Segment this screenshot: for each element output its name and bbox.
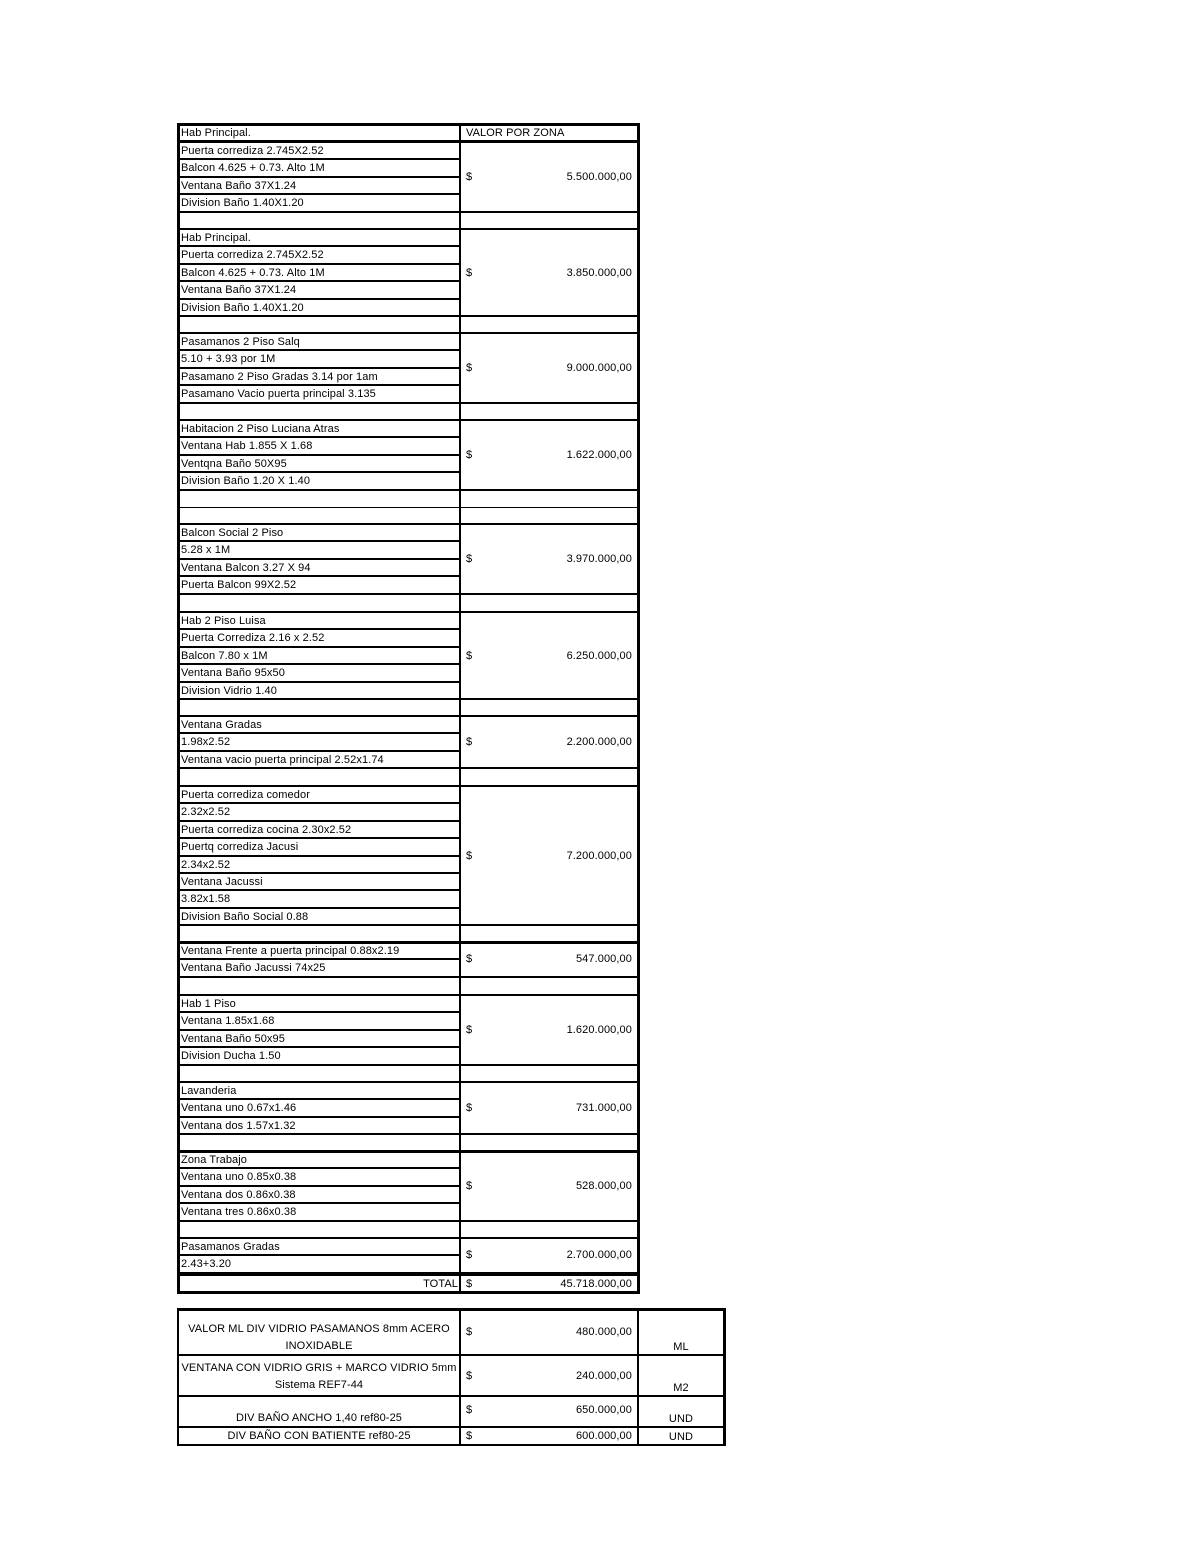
zone-value: 731.000,00 bbox=[575, 1102, 632, 1114]
table-right-border bbox=[637, 123, 640, 1294]
item-row-line bbox=[178, 872, 460, 874]
item-row-line bbox=[178, 1202, 460, 1204]
zone-item-text: Ventana uno 0.67x1.46 bbox=[181, 1102, 297, 1114]
item-row-line bbox=[178, 193, 460, 195]
zone-bottom-line bbox=[178, 1220, 638, 1222]
zone-top-line bbox=[178, 715, 638, 717]
item-row-line bbox=[178, 681, 460, 683]
zone-top-line bbox=[178, 785, 638, 787]
zone-item-text: Ventana uno 0.85x0.38 bbox=[181, 1171, 297, 1183]
item-row-line bbox=[178, 263, 460, 265]
zone-top-line bbox=[178, 419, 638, 421]
blank-row-line bbox=[178, 507, 638, 508]
zone-top-line bbox=[178, 228, 638, 230]
zone-item-text: Puerta corrediza 2.745X2.52 bbox=[181, 249, 324, 261]
price-desc-line1: VENTANA CON VIDRIO GRIS + MARCO VIDRIO 5mm bbox=[181, 1362, 457, 1374]
zone-top-line bbox=[178, 332, 638, 334]
price-unit: ML bbox=[673, 1341, 689, 1353]
zone-item-text: Division Vidrio 1.40 bbox=[181, 685, 277, 697]
price-row-line bbox=[178, 1395, 724, 1397]
price-desc-line1: VALOR ML DIV VIDRIO PASAMANOS 8mm ACERO bbox=[188, 1323, 450, 1335]
item-row-line bbox=[178, 1167, 460, 1169]
zone-item-text: Division Ducha 1.50 bbox=[181, 1050, 281, 1062]
zone-item-text: Ventana Frente a puerta principal 0.88x2.19 bbox=[181, 945, 400, 957]
currency-symbol: $ bbox=[466, 1180, 473, 1192]
item-row-line bbox=[178, 1046, 460, 1048]
price-table-right-border bbox=[723, 1308, 726, 1446]
price-desc: DIV BAÑO CON BATIENTE ref80-25 bbox=[227, 1430, 411, 1442]
price-currency: $ bbox=[466, 1326, 473, 1338]
zone-item-text: Puerta corrediza comedor bbox=[181, 789, 310, 801]
zone-item-text: Division Baño 1.20 X 1.40 bbox=[181, 475, 311, 487]
zone-item-text: 2.32x2.52 bbox=[181, 806, 231, 818]
zone-top-line bbox=[178, 994, 638, 996]
zone-item-text: Division Baño 1.40X1.20 bbox=[181, 197, 304, 209]
zone-item-text: Balcon Social 2 Piso bbox=[181, 527, 284, 539]
price-unit: UND bbox=[668, 1431, 694, 1443]
zone-item-text: Division Baño Social 0.88 bbox=[181, 911, 309, 923]
price-desc-line2: INOXIDABLE bbox=[285, 1340, 353, 1352]
zone-bottom-line bbox=[178, 1064, 638, 1066]
price-desc: DIV BAÑO ANCHO 1,40 ref80-25 bbox=[235, 1412, 403, 1424]
item-row-line bbox=[178, 750, 460, 752]
zone-item-text: Ventana Balcon 3.27 X 94 bbox=[181, 562, 311, 574]
column-divider bbox=[459, 124, 461, 1293]
price-value: 600.000,00 bbox=[575, 1430, 632, 1442]
zone-item-text: Ventana Baño 95x50 bbox=[181, 667, 285, 679]
currency-symbol: $ bbox=[466, 1102, 473, 1114]
zone-item-text: Ventana Baño 50x95 bbox=[181, 1033, 285, 1045]
zone-item-text: Ventana Jacussi bbox=[181, 876, 263, 888]
item-row-line bbox=[178, 1029, 460, 1031]
item-row-line bbox=[178, 855, 460, 857]
zone-item-text: Zona Trabajo bbox=[181, 1154, 248, 1166]
zone-bottom-line bbox=[178, 402, 638, 404]
zone-item-text: 5.10 + 3.93 por 1M bbox=[181, 353, 276, 365]
zone-top-line bbox=[178, 1081, 638, 1083]
zone-item-text: Ventana dos 0.86x0.38 bbox=[181, 1189, 296, 1201]
price-table-top-border bbox=[177, 1308, 725, 1311]
item-row-line bbox=[178, 384, 460, 386]
zone-item-text: Ventana Baño 37X1.24 bbox=[181, 180, 297, 192]
zone-item-text: 2.43+3.20 bbox=[181, 1258, 232, 1270]
item-row-line bbox=[178, 558, 460, 560]
zone-bottom-line bbox=[178, 976, 638, 978]
item-row-line bbox=[178, 907, 460, 909]
price-desc-line2: Sistema REF7-44 bbox=[274, 1379, 364, 1391]
price-table-left-border bbox=[177, 1308, 179, 1446]
currency-symbol: $ bbox=[466, 449, 473, 461]
zone-item-text: Lavanderia bbox=[181, 1085, 237, 1097]
col-header-zone: Hab Principal. bbox=[181, 127, 251, 139]
item-row-line bbox=[178, 1254, 460, 1256]
zone-value: 6.250.000,00 bbox=[566, 650, 632, 662]
zone-value: 9.000.000,00 bbox=[566, 362, 632, 374]
item-row-line bbox=[178, 280, 460, 282]
currency-symbol: $ bbox=[466, 171, 473, 183]
zone-item-text: Pasamanos 2 Piso Salq bbox=[181, 336, 300, 348]
total-top-line bbox=[178, 1274, 638, 1276]
item-row-line bbox=[178, 540, 460, 542]
zone-item-text: 3.82x1.58 bbox=[181, 893, 231, 905]
zone-item-text: Ventana dos 1.57x1.32 bbox=[181, 1120, 296, 1132]
zone-item-text: Ventana Gradas bbox=[181, 719, 262, 731]
item-row-line bbox=[178, 454, 460, 456]
item-row-line bbox=[178, 298, 460, 300]
zone-item-text: Ventana Baño Jacussi 74x25 bbox=[181, 962, 326, 974]
zone-item-text: Pasamano Vacio puerta principal 3.135 bbox=[181, 388, 376, 400]
price-value: 240.000,00 bbox=[575, 1370, 632, 1382]
item-row-line bbox=[178, 663, 460, 665]
zone-item-text: Ventana Hab 1.855 X 1.68 bbox=[181, 440, 313, 452]
item-row-line bbox=[178, 471, 460, 473]
zone-top-line bbox=[178, 523, 638, 525]
item-row-line bbox=[178, 1185, 460, 1187]
zone-bottom-line bbox=[178, 698, 638, 700]
zone-item-text: Ventqna Baño 50X95 bbox=[181, 458, 287, 470]
currency-symbol: $ bbox=[466, 650, 473, 662]
zone-item-text: Balcon 7.80 x 1M bbox=[181, 650, 268, 662]
price-currency: $ bbox=[466, 1370, 473, 1382]
zone-item-text: Balcon 4.625 + 0.73. Alto 1M bbox=[181, 267, 325, 279]
currency-symbol: $ bbox=[466, 850, 473, 862]
zone-item-text: Ventana vacio puerta principal 2.52x1.74 bbox=[181, 754, 384, 766]
item-row-line bbox=[178, 349, 460, 351]
zone-item-text: Pasamano 2 Piso Gradas 3.14 por 1am bbox=[181, 371, 378, 383]
item-row-line bbox=[178, 436, 460, 438]
zone-bottom-line bbox=[178, 211, 638, 213]
item-row-line bbox=[178, 646, 460, 648]
currency-symbol: $ bbox=[466, 362, 473, 374]
zone-top-line bbox=[178, 1150, 638, 1152]
currency-symbol: $ bbox=[466, 1024, 473, 1036]
zone-item-text: Ventana 1.85x1.68 bbox=[181, 1015, 275, 1027]
zone-value: 3.970.000,00 bbox=[566, 553, 632, 565]
zone-item-text: Ventana Baño 37X1.24 bbox=[181, 284, 297, 296]
currency-symbol: $ bbox=[466, 267, 473, 279]
price-row-line bbox=[178, 1426, 724, 1428]
price-row-line bbox=[178, 1354, 724, 1356]
zone-value: 1.622.000,00 bbox=[566, 449, 632, 461]
price-column-divider bbox=[459, 1309, 461, 1446]
zone-item-text: 2.34x2.52 bbox=[181, 859, 231, 871]
zone-value: 3.850.000,00 bbox=[566, 267, 632, 279]
table-bottom-border bbox=[177, 1291, 639, 1294]
price-value: 480.000,00 bbox=[575, 1326, 632, 1338]
item-row-line bbox=[178, 889, 460, 891]
item-row-line bbox=[178, 820, 460, 822]
item-row-line bbox=[178, 958, 460, 960]
zone-item-text: 5.28 x 1M bbox=[181, 544, 231, 556]
zone-bottom-line bbox=[178, 1133, 638, 1135]
zone-bottom-line bbox=[178, 489, 638, 491]
zone-top-line bbox=[178, 941, 638, 943]
col-header-value: VALOR POR ZONA bbox=[466, 127, 565, 139]
price-currency: $ bbox=[466, 1430, 473, 1442]
currency-symbol: $ bbox=[466, 736, 473, 748]
zone-bottom-line bbox=[178, 593, 638, 595]
price-table-bottom-border bbox=[177, 1444, 725, 1446]
item-row-line bbox=[178, 575, 460, 577]
zone-item-text: Puertq corrediza Jacusi bbox=[181, 841, 299, 853]
item-row-line bbox=[178, 1098, 460, 1100]
zone-item-text: Ventana tres 0.86x0.38 bbox=[181, 1206, 297, 1218]
item-row-line bbox=[178, 732, 460, 734]
price-unit: UND bbox=[668, 1413, 694, 1425]
zone-bottom-line bbox=[178, 924, 638, 926]
item-row-line bbox=[178, 158, 460, 160]
zone-bottom-line bbox=[178, 767, 638, 769]
total-value: 45.718.000,00 bbox=[560, 1278, 632, 1290]
zone-item-text: Puerta corrediza 2.745X2.52 bbox=[181, 145, 324, 157]
zone-value: 5.500.000,00 bbox=[566, 171, 632, 183]
zone-value: 2.700.000,00 bbox=[566, 1249, 632, 1261]
item-row-line bbox=[178, 245, 460, 247]
item-row-line bbox=[178, 802, 460, 804]
item-row-line bbox=[178, 367, 460, 369]
currency-symbol: $ bbox=[466, 553, 473, 565]
zone-item-text: Puerta corrediza cocina 2.30x2.52 bbox=[181, 824, 352, 836]
item-row-line bbox=[178, 176, 460, 178]
zone-value: 2.200.000,00 bbox=[566, 736, 632, 748]
zone-top-line bbox=[178, 141, 638, 143]
zone-top-line bbox=[178, 611, 638, 613]
currency-symbol: $ bbox=[466, 1249, 473, 1261]
item-row-line bbox=[178, 1116, 460, 1118]
item-row-line bbox=[178, 837, 460, 839]
zone-bottom-line bbox=[178, 315, 638, 317]
total-label: TOTAL bbox=[423, 1278, 458, 1290]
price-unit: M2 bbox=[673, 1382, 689, 1394]
zone-value: 547.000,00 bbox=[575, 953, 632, 965]
zone-item-text: Puerta Balcon 99X2.52 bbox=[181, 579, 297, 591]
zone-top-line bbox=[178, 1237, 638, 1239]
table-left-border bbox=[177, 123, 180, 1294]
zone-value: 7.200.000,00 bbox=[566, 850, 632, 862]
price-currency: $ bbox=[466, 1404, 473, 1416]
zone-item-text: Hab Principal. bbox=[181, 232, 251, 244]
price-column-divider bbox=[637, 1309, 639, 1446]
zone-value: 1.620.000,00 bbox=[566, 1024, 632, 1036]
item-row-line bbox=[178, 628, 460, 630]
currency-symbol: $ bbox=[466, 953, 473, 965]
total-currency: $ bbox=[466, 1278, 473, 1290]
zone-item-text: Habitacion 2 Piso Luciana Atras bbox=[181, 423, 340, 435]
zone-item-text: Balcon 4.625 + 0.73. Alto 1M bbox=[181, 162, 325, 174]
zone-item-text: Puerta Corrediza 2.16 x 2.52 bbox=[181, 632, 325, 644]
zone-item-text: 1.98x2.52 bbox=[181, 736, 231, 748]
zone-item-text: Division Baño 1.40X1.20 bbox=[181, 302, 304, 314]
price-value: 650.000,00 bbox=[575, 1404, 632, 1416]
zone-item-text: Hab 1 Piso bbox=[181, 998, 236, 1010]
zone-value: 528.000,00 bbox=[575, 1180, 632, 1192]
zone-item-text: Pasamanos Gradas bbox=[181, 1241, 280, 1253]
item-row-line bbox=[178, 1011, 460, 1013]
zone-item-text: Hab 2 Piso Luisa bbox=[181, 615, 266, 627]
